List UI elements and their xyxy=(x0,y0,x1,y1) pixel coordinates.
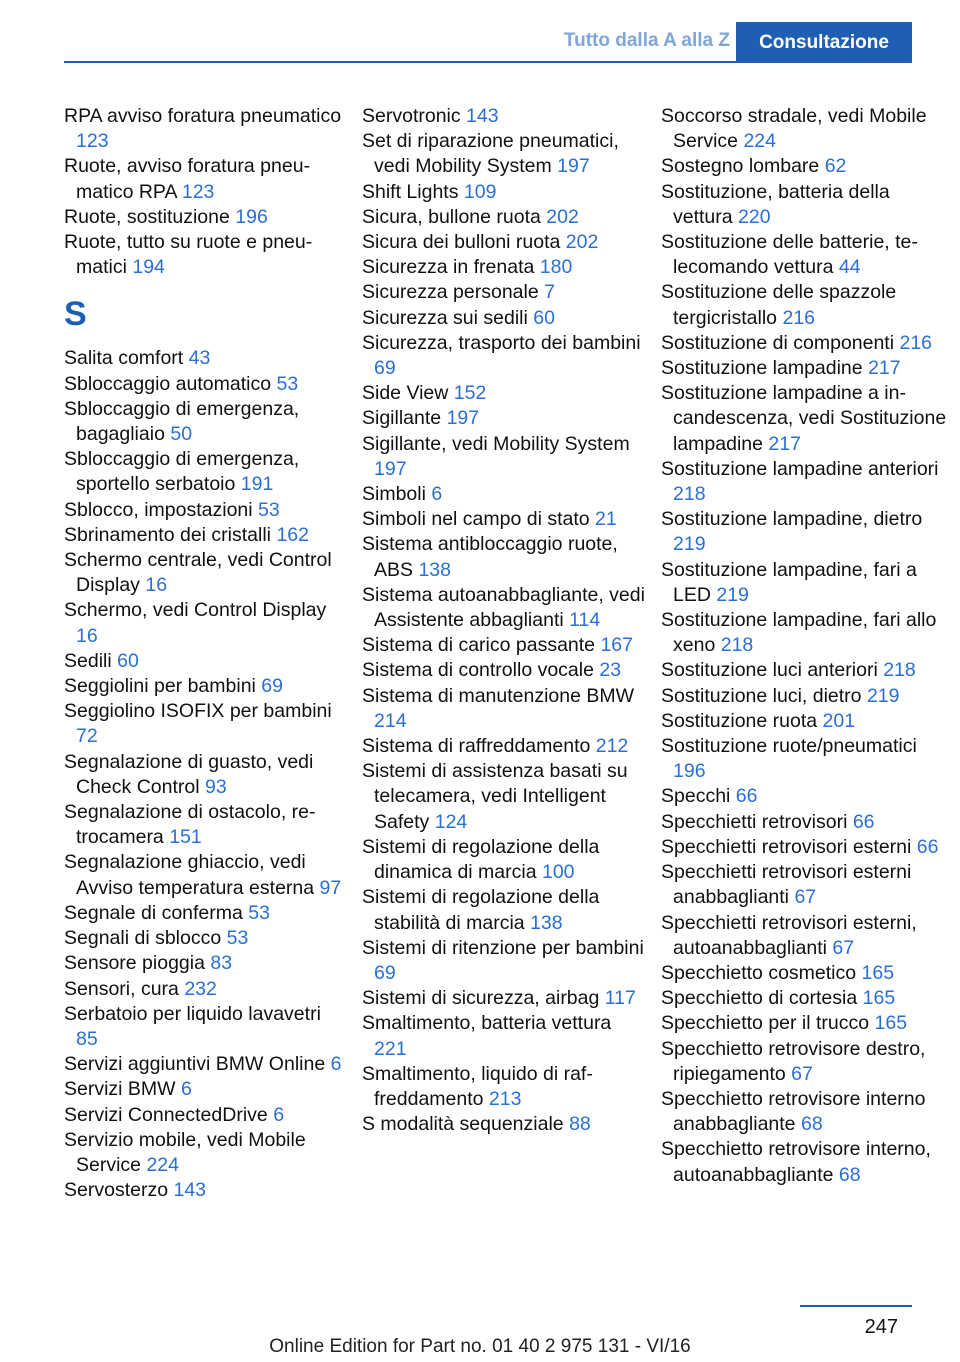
index-page-link[interactable]: 16 xyxy=(145,574,168,597)
index-page-link[interactable]: 69 xyxy=(374,961,396,984)
index-entry xyxy=(661,835,951,860)
index-entry-term: Sistema antibloccaggio ruote, ABS xyxy=(362,533,618,581)
index-entry xyxy=(661,810,951,835)
index-entry-term: Schermo, vedi Control Display xyxy=(64,599,327,622)
index-entry-term: Sicurezza, trasporto dei bambini xyxy=(362,331,641,354)
index-column-1 xyxy=(64,104,344,1203)
index-page-link[interactable]: 197 xyxy=(374,457,407,480)
index-page-link[interactable]: 123 xyxy=(181,180,215,203)
index-entry-term: Sostituzione delle spazzole tergicristallo xyxy=(661,281,897,329)
index-entry-term: Sostituzione di componenti xyxy=(661,331,895,354)
index-entry xyxy=(661,608,951,658)
index-entry-term: Schermo centrale, vedi Control Display xyxy=(64,549,332,597)
index-entry xyxy=(64,548,344,598)
index-entry-term: Sbloccaggio automatico xyxy=(64,372,272,395)
index-entry xyxy=(362,482,647,507)
index-entry-term: Sostituzione lampadine a incandescenza, vedi Sostituzione lampadine xyxy=(661,382,947,455)
index-page-link[interactable]: 6 xyxy=(273,1103,285,1126)
index-page-link[interactable]: 43 xyxy=(188,347,211,370)
index-column-2 xyxy=(362,104,647,1137)
index-entry-term: Servosterzo xyxy=(64,1179,169,1202)
index-entry-term: Servizi ConnectedDrive xyxy=(64,1103,268,1126)
index-entry xyxy=(64,154,344,204)
index-page-link[interactable]: 53 xyxy=(258,498,280,521)
index-page-link[interactable]: 123 xyxy=(76,130,109,153)
index-entry xyxy=(362,331,647,381)
index-entry-term: Sistemi di assistenza basati su telecamera, vedi Intelligent Safety xyxy=(362,760,628,833)
index-entry-term: Salita comfort xyxy=(64,347,184,370)
index-entry xyxy=(64,649,344,674)
index-entry xyxy=(362,280,647,305)
index-entry xyxy=(661,986,951,1011)
index-page-link[interactable]: 53 xyxy=(248,901,270,924)
index-entry xyxy=(661,684,951,709)
index-entry xyxy=(362,1062,647,1112)
index-entry-term: Specchietti retrovisori esterni anabbaglianti xyxy=(661,861,912,909)
index-page-link[interactable]: 165 xyxy=(862,987,896,1010)
index-entry-term: Sistemi di ritenzione per bambini xyxy=(362,936,644,959)
index-entry-term: Sostituzione lampadine, fari allo xeno xyxy=(661,609,937,657)
index-page-link[interactable]: 60 xyxy=(533,306,555,329)
index-page-link[interactable]: 219 xyxy=(716,583,749,606)
page-number: 247 xyxy=(864,1316,898,1338)
index-entry-term: Segnalazione ghiaccio, vedi Avviso temperatura esterna xyxy=(64,851,315,899)
index-entry-term: Specchietto retrovisore interno anabbagliante xyxy=(661,1087,926,1136)
index-entry-term: RPA avviso foratura pneumatico xyxy=(64,105,342,127)
index-page-link[interactable]: 220 xyxy=(738,205,771,228)
index-entry xyxy=(64,1052,344,1077)
index-page-link[interactable]: 138 xyxy=(530,911,563,934)
index-page-link[interactable]: 6 xyxy=(330,1053,342,1076)
index-entry-term: Sostituzione lampadine, fari a LED xyxy=(661,558,917,606)
index-entry-term: Simboli nel campo di stato xyxy=(362,508,590,531)
index-entry-term: Sicurezza sui sedili xyxy=(362,306,528,329)
index-page-link[interactable]: 67 xyxy=(794,886,817,909)
index-page-link[interactable]: 69 xyxy=(374,357,396,380)
index-entry xyxy=(661,961,951,986)
index-entry xyxy=(661,507,951,557)
footer-rule xyxy=(800,1305,912,1307)
index-entry xyxy=(64,230,344,280)
page-header xyxy=(0,0,960,62)
index-page-link[interactable]: 93 xyxy=(204,775,227,798)
index-entry-term: S modalità sequenziale xyxy=(362,1113,564,1136)
index-page-link[interactable]: 197 xyxy=(446,407,480,430)
index-entry-term: Sedili xyxy=(64,649,112,672)
index-entry xyxy=(362,255,647,280)
index-entry xyxy=(362,507,647,532)
index-page-link[interactable]: 219 xyxy=(866,684,900,707)
index-entry xyxy=(661,1011,951,1036)
index-entry-term: Specchietto retrovisore destro, ripiegamento xyxy=(661,1037,926,1085)
index-entry-term: Sbloccaggio di emergenza, bagagliaio xyxy=(64,397,300,446)
index-entry xyxy=(362,205,647,230)
index-column-3 xyxy=(661,104,951,1188)
index-entry xyxy=(362,986,647,1011)
index-entry-term: Sostegno lombare xyxy=(661,155,820,178)
index-page-link[interactable]: 202 xyxy=(565,231,599,254)
index-page-link[interactable]: 88 xyxy=(569,1113,591,1136)
index-entry-term: Sicura dei bulloni ruota xyxy=(362,231,561,254)
index-entry-term: Specchi xyxy=(661,785,731,808)
index-entry-term: Sostituzione luci, dietro xyxy=(661,684,862,707)
index-page-link[interactable]: 191 xyxy=(240,473,274,496)
index-page-link[interactable]: 6 xyxy=(181,1078,192,1101)
edition-footer: Online Edition for Part no. 01 40 2 975 131 - VI/16 xyxy=(269,1336,691,1357)
index-page-link[interactable]: 218 xyxy=(673,483,706,506)
index-entry-term: Servizio mobile, vedi Mobile Service xyxy=(64,1128,306,1176)
index-entry xyxy=(64,977,344,1002)
index-entry xyxy=(362,432,647,482)
index-page-link[interactable]: 85 xyxy=(76,1027,98,1050)
index-entry-term: Segnali di sblocco xyxy=(64,927,222,950)
index-page-link[interactable]: 217 xyxy=(868,357,901,380)
index-entry-term: Sigillante, vedi Mobility System xyxy=(362,432,630,455)
index-entry xyxy=(64,346,344,371)
index-entry-term: Sensore pioggia xyxy=(64,952,205,975)
index-entry-term: Sigillante xyxy=(362,407,442,430)
index-entry xyxy=(64,1128,344,1178)
index-page-link[interactable]: 138 xyxy=(418,558,451,581)
index-entry xyxy=(362,684,647,734)
index-page-link[interactable]: 197 xyxy=(557,155,590,178)
index-entry xyxy=(362,759,647,835)
index-page-link[interactable]: 53 xyxy=(226,927,249,950)
index-entry-term: Sicura, bullone ruota xyxy=(362,205,541,228)
index-entry xyxy=(64,699,344,749)
index-entry-term: Sistema autoanabbagliante, vedi Assistente abbaglianti xyxy=(362,583,645,632)
index-entry xyxy=(64,674,344,699)
index-entry-term: Smaltimento, liquido di raffreddamento xyxy=(362,1062,593,1110)
index-entry xyxy=(362,532,647,582)
index-entry xyxy=(362,230,647,255)
index-page-link[interactable]: 194 xyxy=(132,256,165,279)
index-entry xyxy=(362,180,647,205)
index-page-link[interactable]: 50 xyxy=(170,423,193,446)
index-page-link[interactable]: 224 xyxy=(146,1153,179,1176)
index-page-link[interactable]: 201 xyxy=(822,709,856,732)
index-page-link[interactable]: 180 xyxy=(539,256,573,279)
index-entry xyxy=(64,850,344,900)
index-entry xyxy=(362,885,647,935)
index-page-link[interactable]: 23 xyxy=(599,659,622,682)
index-entry-term: Sistema di carico passante xyxy=(362,634,596,657)
index-entry-term: Soccorso stradale, vedi Mobile Service xyxy=(661,105,927,153)
index-entry-term: Specchietti retrovisori esterni xyxy=(661,835,912,858)
index-entry-term: Sbrinamento dei cristalli xyxy=(64,523,272,546)
index-page-link[interactable]: 67 xyxy=(791,1062,813,1085)
index-entry xyxy=(362,1011,647,1061)
index-entry xyxy=(362,835,647,885)
index-entry-term: Specchietti retrovisori xyxy=(661,810,848,833)
index-entry-term: Sistemi di sicurezza, airbag xyxy=(362,987,600,1010)
index-entry-term: Seggiolino ISOFIX per bambini xyxy=(64,700,332,723)
index-page-link[interactable]: 6 xyxy=(431,483,443,506)
index-entry xyxy=(661,356,951,381)
index-entry-term: Sistema di manutenzione BMW xyxy=(362,684,635,707)
index-page-link[interactable]: 165 xyxy=(874,1012,908,1035)
index-entry xyxy=(661,331,951,356)
index-letter-heading: S xyxy=(64,295,87,334)
index-page-link[interactable]: 72 xyxy=(76,725,98,748)
index-entry xyxy=(661,734,951,784)
index-entry-term: Smaltimento, batteria vettura xyxy=(362,1012,612,1035)
index-page-link[interactable]: 44 xyxy=(838,256,861,279)
index-entry xyxy=(661,381,951,457)
index-page-link[interactable]: 218 xyxy=(883,659,916,682)
index-entry xyxy=(362,1112,647,1137)
chapter-tab[interactable]: Consultazione xyxy=(736,22,912,62)
index-entry xyxy=(661,230,951,280)
index-entry xyxy=(64,951,344,976)
index-entry-term: Sistema di raffreddamento xyxy=(362,735,591,758)
index-entry xyxy=(64,1002,344,1052)
index-entry xyxy=(661,104,951,154)
index-page-link[interactable]: 143 xyxy=(466,105,499,127)
index-entry-term: Segnalazione di guasto, vedi Check Control xyxy=(64,750,314,798)
index-entry xyxy=(661,911,951,961)
index-page-link[interactable]: 217 xyxy=(768,432,801,455)
index-entry xyxy=(64,1178,344,1203)
index-entry xyxy=(661,1087,951,1137)
index-entry-term: Specchietto di cortesia xyxy=(661,987,858,1010)
index-entry xyxy=(362,406,647,431)
index-entry-term: Set di riparazione pneumatici, vedi Mobility System xyxy=(362,130,619,178)
index-page-link[interactable]: 124 xyxy=(434,810,468,833)
index-page-link[interactable]: 232 xyxy=(184,977,217,1000)
index-entry xyxy=(64,800,344,850)
index-entry-term: Ruote, avviso foratura pneumatico RPA xyxy=(64,155,311,203)
index-entry xyxy=(64,1103,344,1128)
index-entry-term: Sistemi di regolazione della dinamica di marcia xyxy=(362,835,600,884)
index-entry xyxy=(64,926,344,951)
index-page-link[interactable]: 196 xyxy=(673,760,706,783)
index-entry xyxy=(64,104,344,154)
index-entry-term: Sostituzione ruote/pneumatici xyxy=(661,735,917,758)
index-entry xyxy=(661,784,951,809)
index-entry-term: Servizi BMW xyxy=(64,1078,176,1101)
index-page-link[interactable]: 7 xyxy=(544,281,555,304)
index-page-link[interactable]: 218 xyxy=(720,634,754,657)
index-page-link[interactable]: 152 xyxy=(453,382,487,405)
index-entry xyxy=(661,558,951,608)
index-page-link[interactable]: 100 xyxy=(541,861,575,884)
index-page-link[interactable]: 66 xyxy=(735,785,758,808)
index-entry xyxy=(64,498,344,523)
index-page-link[interactable]: 69 xyxy=(261,675,283,698)
index-page-link[interactable]: 151 xyxy=(169,826,202,849)
index-entry-term: Shift Lights xyxy=(362,180,459,203)
index-entry-term: Seggiolini per bambini xyxy=(64,675,256,698)
index-entry xyxy=(362,381,647,406)
index-entry-term: Specchietti retrovisori esterni, autoanabbaglianti xyxy=(661,911,917,959)
index-entry-term: Sistemi di regolazione della stabilità di marcia xyxy=(362,886,600,934)
index-entry xyxy=(362,734,647,759)
index-entry xyxy=(661,457,951,507)
index-entry xyxy=(64,750,344,800)
index-entry-term: Sblocco, impostazioni xyxy=(64,498,253,521)
index-entry xyxy=(661,1137,951,1187)
index-entry-term: Simboli xyxy=(362,483,426,506)
index-entry-term: Ruote, sostituzione xyxy=(64,205,230,228)
index-entry-term: Sbloccaggio di emergenza, sportello serbatoio xyxy=(64,448,300,496)
index-entry xyxy=(661,658,951,683)
index-page-link[interactable]: 165 xyxy=(861,961,895,984)
index-entry-term: Sostituzione luci anteriori xyxy=(661,659,878,682)
index-page-link[interactable]: 109 xyxy=(463,180,497,203)
index-page-link[interactable]: 16 xyxy=(76,624,98,647)
index-page-link[interactable]: 67 xyxy=(832,936,855,959)
index-entry-term: Servotronic xyxy=(362,105,461,127)
index-page-link[interactable]: 83 xyxy=(210,952,233,975)
index-page-link[interactable]: 143 xyxy=(173,1179,207,1202)
index-entry-term: Sensori, cura xyxy=(64,977,179,1000)
index-page-link[interactable]: 62 xyxy=(824,155,847,178)
index-entry-term: Sostituzione delle batterie, telecomando vettura xyxy=(661,231,918,279)
index-page-link[interactable]: 66 xyxy=(916,835,939,858)
index-page-link[interactable]: 224 xyxy=(743,130,776,153)
index-entry xyxy=(64,397,344,447)
index-entry xyxy=(362,129,647,179)
index-entry xyxy=(661,709,951,734)
index-page-link[interactable]: 216 xyxy=(782,306,816,329)
index-entry-term: Sostituzione lampadine anteriori xyxy=(661,457,939,480)
index-entry-term: Specchietto retrovisore interno, autoanabbagliante xyxy=(661,1138,931,1186)
section-title: Tutto dalla A alla Z xyxy=(563,30,730,51)
index-page-link[interactable]: 162 xyxy=(276,523,309,546)
index-entry-term: Sicurezza personale xyxy=(362,281,539,304)
index-entry xyxy=(362,658,647,683)
index-entry-term: Ruote, tutto su ruote e pneumatici xyxy=(64,231,313,279)
index-entry xyxy=(661,154,951,179)
index-entry xyxy=(64,523,344,548)
index-entry-term: Sostituzione lampadine xyxy=(661,357,863,380)
header-rule xyxy=(64,61,912,63)
index-page-link[interactable]: 202 xyxy=(546,205,579,228)
index-page-link[interactable]: 97 xyxy=(319,876,342,899)
index-page-link[interactable]: 196 xyxy=(235,205,268,228)
index-page-link[interactable]: 68 xyxy=(838,1163,861,1186)
index-page-link[interactable]: 167 xyxy=(600,634,633,657)
index-page-link[interactable]: 214 xyxy=(374,709,407,732)
index-entry xyxy=(64,1077,344,1102)
index-entry xyxy=(661,280,951,330)
index-page-link[interactable]: 60 xyxy=(117,649,139,672)
index-entry xyxy=(661,1037,951,1087)
index-entry-term: Segnalazione di ostacolo, retrocamera xyxy=(64,801,316,849)
index-page-link[interactable]: 213 xyxy=(488,1087,522,1110)
index-entry xyxy=(362,936,647,986)
index-entry xyxy=(362,306,647,331)
index-entry-term: Servizi aggiuntivi BMW Online xyxy=(64,1053,326,1076)
index-page-link[interactable]: 216 xyxy=(899,331,933,354)
index-page-link[interactable]: 117 xyxy=(604,987,636,1010)
index-entry-term: Side View xyxy=(362,382,449,405)
index-entry xyxy=(362,633,647,658)
index-entry xyxy=(661,860,951,910)
index-entry xyxy=(661,180,951,230)
index-page-link[interactable]: 114 xyxy=(569,609,601,632)
index-entry-term: Sicurezza in frenata xyxy=(362,256,535,279)
index-page-link[interactable]: 68 xyxy=(800,1113,823,1136)
index-page-link[interactable]: 221 xyxy=(374,1037,407,1060)
index-page-link[interactable]: 53 xyxy=(276,372,299,395)
index-entry-term: Sostituzione, batteria della vettura xyxy=(661,180,890,228)
index-page-link[interactable]: 212 xyxy=(595,735,629,758)
index-entry xyxy=(64,205,344,230)
index-entry-term: Segnale di conferma xyxy=(64,901,243,924)
index-entry-term: Specchietto per il trucco xyxy=(661,1012,870,1035)
index-entry xyxy=(64,901,344,926)
index-entry xyxy=(362,104,647,129)
index-page-link[interactable]: 219 xyxy=(673,533,706,556)
index-entry xyxy=(64,372,344,397)
index-entry xyxy=(362,583,647,633)
index-page-link[interactable]: 21 xyxy=(595,508,617,531)
index-entry-term: Sostituzione lampadine, dietro xyxy=(661,508,923,531)
index-entry-term: Sostituzione ruota xyxy=(661,709,818,732)
index-page-link[interactable]: 66 xyxy=(852,810,875,833)
index-entry-term: Sistema di controllo vocale xyxy=(362,659,594,682)
index-entry-term: Serbatoio per liquido lavavetri xyxy=(64,1002,321,1025)
index-entry xyxy=(64,447,344,497)
index-entry xyxy=(64,598,344,648)
index-entry-term: Specchietto cosmetico xyxy=(661,961,857,984)
